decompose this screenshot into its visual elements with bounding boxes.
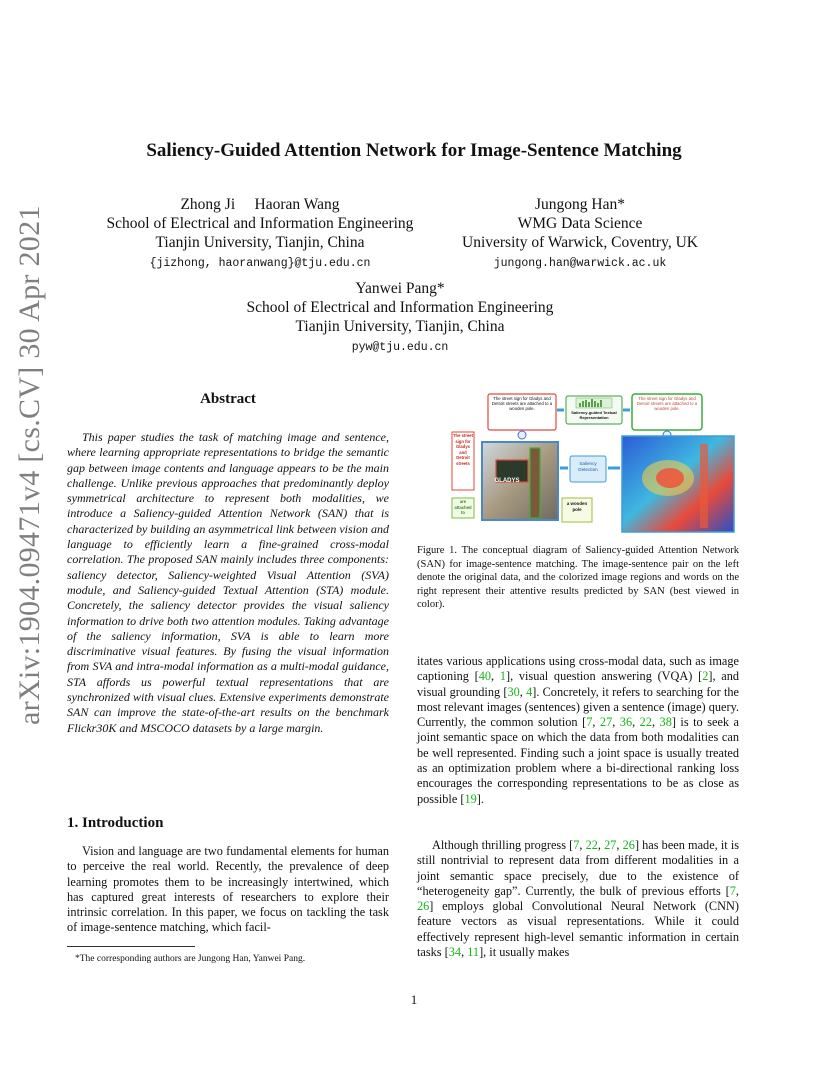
section-heading-introduction: 1. Introduction xyxy=(67,815,164,831)
citation-link[interactable]: 27 xyxy=(599,715,613,730)
abstract-heading: Abstract xyxy=(200,391,256,407)
author-email: pyw@tju.edu.cn xyxy=(351,341,449,354)
author-names: Yanwei Pang* xyxy=(355,280,445,297)
author-affiliation: WMG Data Science xyxy=(517,215,643,232)
citation-link[interactable]: 2 xyxy=(702,669,709,684)
paragraph-text: ] employs global Convolutional Neural Network (CNN) feature vectors as visual representations. While it could effectively represent high-level semantic information in certain tasks [ xyxy=(417,899,739,960)
paragraph-text: ] has been made, it is still nontrivial to represent data from different modalities in a joint semantic space precisely, due to the existence of “heterogeneity gap”. Currently, the bulk of previous efforts [ xyxy=(417,838,740,898)
figure-caption: Figure 1. The conceptual diagram of Saliency-guided Attention Network (SAN) for image-sentence matching. The image-sentence pair on the left denote the original data, and the colorized image regions and words on the right represent their attentive results predicted by SAN (best viewed in color). xyxy=(417,545,739,611)
citation-link[interactable]: 7 xyxy=(586,715,593,730)
citation-link[interactable]: 4 xyxy=(526,684,533,699)
paragraph-text: , xyxy=(651,715,660,730)
citation-link[interactable]: 40 xyxy=(478,669,492,684)
paragraph-text: , xyxy=(519,684,527,699)
author-affiliation: Tianjin University, Tianjin, China xyxy=(155,234,365,251)
paragraph-text: , xyxy=(597,838,605,852)
citation-link[interactable]: 38 xyxy=(659,715,672,730)
paper-title: Saliency-Guided Attention Network for Image-Sentence Matching xyxy=(146,140,682,161)
author-names: Zhong Ji Haoran Wang xyxy=(180,196,340,213)
citation-link[interactable]: 22 xyxy=(585,838,598,852)
paragraph-text: , xyxy=(612,715,620,730)
right-column-paragraph-2 xyxy=(417,838,739,960)
citation-link[interactable]: 27 xyxy=(604,838,617,852)
paragraph-text: ], it usually makes xyxy=(479,945,570,960)
figure-sign-text: GLADYS xyxy=(494,478,520,484)
paragraph-text: Although thrilling progress [ xyxy=(432,838,574,852)
citation-link[interactable]: 22 xyxy=(639,715,652,730)
citation-link[interactable]: 26 xyxy=(417,899,430,914)
paragraph-text: ] is to seek a joint semantic space on which the data from both modalities can be well represented. Finding such a joint space is usually treated as an optimization problem where a bi-directional ranking loss encourages the corresponding representations to be as close as possible [ xyxy=(417,715,740,806)
citation-link[interactable]: 30 xyxy=(507,684,520,699)
figure-text-top-left: The street sign for Gladys and Detroit streets are attached to a wooden pole. xyxy=(491,396,553,412)
abstract-text: This paper studies the task of matching image and sentence, where learning appropriate representations to bridge the semantic gap between image contents and language appears to be the main challenge. Unlike previous approaches that predominantly deploy symmetrical architecture to represent both modalities, we introduce a Saliency-guided Attention Network (SAN) that is characterized by building an asymmetrical link between vision and language to efficiently learn a fine-grained cross-modal correlation. The proposed SAN mainly includes three components: saliency detector, Saliency-weighted Visual Attention (SVA) module, and Saliency-guided Textual Attention (STA) module. Concretely, the saliency detector provides the visual saliency information to drive both two attention modules. Taking advantage of the saliency information, SVA is able to learn more discriminative visual features. By fusing the visual information from SVA and intra-modal information as a multi-modal guidance, STA affords us powerful textual representations that are synchronized with visual clues. Extensive experiments demonstrate SAN can improve the state-of-the-art results on the benchmark Flickr30K and MSCOCO datasets by a large margin. xyxy=(67,430,389,735)
paragraph-text: , xyxy=(491,669,500,684)
footnote-rule xyxy=(67,946,195,947)
paragraph-text: ], and visual grounding [ xyxy=(417,669,739,699)
paragraph-text: itates various applications using cross-modal data, such as image captioning [ xyxy=(417,654,739,684)
figure-text-textual-rep: Saliency-guided Textual Representation xyxy=(571,410,617,420)
paragraph-text: , xyxy=(461,945,468,960)
author-email: {jizhong, haoranwang}@tju.edu.cn xyxy=(149,257,371,270)
figure-text-top-right: The street sign for Gladys and Detroit streets are attached to a wooden pole. xyxy=(636,396,698,412)
citation-link[interactable]: 34 xyxy=(448,945,462,960)
author-affiliation: School of Electrical and Information Engineering xyxy=(106,215,414,232)
author-affiliation: University of Warwick, Coventry, UK xyxy=(462,234,698,251)
citation-link[interactable]: 1 xyxy=(499,669,506,684)
citation-link[interactable]: 36 xyxy=(619,715,633,730)
author-affiliation: Tianjin University, Tianjin, China xyxy=(295,318,505,335)
author-block-center xyxy=(200,279,600,357)
footnote: *The corresponding authors are Jungong Han, Yanwei Pang. xyxy=(75,954,306,964)
citation-link[interactable]: 26 xyxy=(622,838,635,852)
author-names: Jungong Han* xyxy=(535,196,625,213)
paragraph-text: , xyxy=(735,883,739,898)
paragraph-text: ]. xyxy=(476,791,484,806)
paragraph-text: , xyxy=(616,838,623,852)
figure-text-red-words: The street sign for Gladys and Detroit streets xyxy=(452,433,473,466)
author-email: jungong.han@warwick.ac.uk xyxy=(493,257,667,270)
citation-link[interactable]: 7 xyxy=(573,838,580,852)
right-column-paragraph-1 xyxy=(417,654,739,807)
figure-text-green-words-2: a wooden pole xyxy=(566,501,588,512)
page-number: 1 xyxy=(410,992,418,1007)
author-block-right xyxy=(450,195,710,273)
figure-text-green-words: are attached to xyxy=(454,499,472,516)
author-affiliation: School of Electrical and Information Engineering xyxy=(246,299,554,316)
paragraph-text: , xyxy=(592,715,600,730)
figure-text-saliency: Saliency Detection xyxy=(578,461,598,472)
paragraph-text: ]. Concretely, it refers to searching for the most relevant images (sentences) given a sentence (image) query. Currently, the common solution [ xyxy=(417,684,739,730)
paragraph-text: , xyxy=(579,838,586,852)
figure-1 xyxy=(440,386,740,536)
citation-link[interactable]: 7 xyxy=(729,883,736,898)
paragraph-text: ], visual question answering (VQA) [ xyxy=(505,669,703,684)
citation-link[interactable]: 19 xyxy=(464,791,477,806)
arxiv-stamp: arXiv:1904.09471v4 [cs.CV] 30 Apr 2021 xyxy=(13,205,46,725)
paragraph-text: , xyxy=(632,715,640,730)
citation-link[interactable]: 11 xyxy=(467,945,480,960)
intro-paragraph: Vision and language are two fundamental elements for human to perceive the real world. Recently, the prevalence of deep learning promotes them to be increasingly intertwined, which has captured great interests of researchers to explore their intrinsic correlation. In this paper, we focus on tackling the task of image-sentence matching, which facil- xyxy=(67,844,389,935)
author-block-left xyxy=(90,195,430,273)
